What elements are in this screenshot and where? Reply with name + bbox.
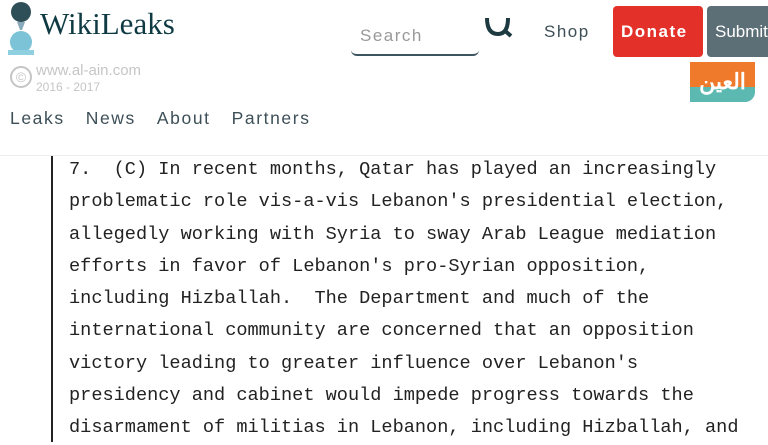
shop-link[interactable]: Shop [544, 22, 590, 41]
nav-leaks[interactable]: Leaks [10, 108, 65, 128]
cable-text [69, 154, 738, 445]
text-line: problematic role vis-a-vis Lebanon's presidential election, [69, 191, 728, 213]
search-placeholder: Search [360, 26, 423, 45]
nav-partners[interactable]: Partners [231, 108, 311, 128]
text-line: including Hizballah. The Department and much of the [69, 288, 650, 310]
donate-button[interactable] [613, 6, 703, 57]
text-line: efforts in favor of Lebanon's pro-Syrian opposition, [69, 255, 650, 277]
al-ain-logo-overlay: العين [690, 62, 755, 102]
submit-button[interactable] [707, 6, 768, 57]
search-input[interactable] [351, 16, 479, 56]
text-line: presidency and cabinet would impede progress towards the [69, 385, 694, 407]
brand-name[interactable]: WikiLeaks [40, 6, 175, 41]
nav-news[interactable]: News [85, 108, 136, 128]
copyright-icon: © [10, 66, 32, 88]
nav-about[interactable]: About [156, 108, 211, 128]
text-line: international community are concerned that an opposition [69, 320, 694, 342]
submit-label: Submit [715, 22, 768, 41]
text-line: disarmament of militias in Lebanon, including Hizballah, and [69, 417, 739, 439]
watermark-years: 2016 - 2017 [36, 80, 101, 94]
text-line: allegedly working with Syria to sway Arab League mediation [69, 223, 717, 245]
text-line: 7. (C) In recent months, Qatar has played an increasingly [69, 159, 717, 180]
wikileaks-logo-icon [8, 0, 34, 56]
main-nav [10, 108, 332, 129]
donate-label: Donate [621, 22, 688, 41]
watermark-url: www.al-ain.com [36, 62, 142, 79]
search-icon[interactable] [484, 16, 514, 40]
quote-bar [51, 156, 53, 442]
text-line: victory leading to greater influence over Lebanon's [69, 352, 639, 374]
